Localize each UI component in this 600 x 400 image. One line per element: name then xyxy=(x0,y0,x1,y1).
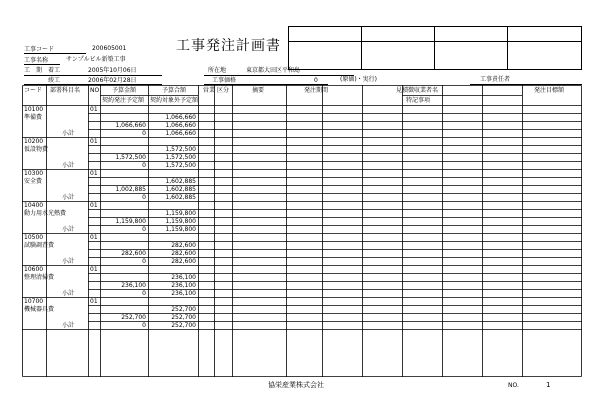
row-subtotal-label: 小計 xyxy=(62,162,75,169)
col-item: 部署科目名 xyxy=(50,87,81,94)
row-budget-3: 0 xyxy=(142,290,146,297)
col-no: NO xyxy=(90,87,100,94)
row-forecast-1: 1,602,885 xyxy=(165,178,196,185)
row-budget-3: 0 xyxy=(142,194,146,201)
row-name: 整理清掃費 xyxy=(24,274,55,281)
row-forecast-2: 1,159,800 xyxy=(165,218,196,225)
start-label: 工 期 着工 xyxy=(24,67,61,74)
row-name: 準備費 xyxy=(24,114,43,121)
company-name: 協栄産業株式会社 xyxy=(268,381,324,389)
row-name: 機械器具費 xyxy=(24,306,55,313)
location-underline xyxy=(204,75,354,76)
row-forecast-3: 1,602,885 xyxy=(165,194,196,201)
row-forecast-2: 282,600 xyxy=(171,250,196,257)
row-code: 10700 xyxy=(24,298,44,305)
row-forecast-1: 252,700 xyxy=(171,306,196,313)
row-forecast-3: 282,600 xyxy=(171,258,196,265)
row-forecast-1: 282,600 xyxy=(171,242,196,249)
row-budget-3: 0 xyxy=(142,130,146,137)
row-code: 10300 xyxy=(24,170,44,177)
manager-label: 工事責任者 xyxy=(480,76,511,83)
row-no: 01 xyxy=(90,170,98,177)
price-label: 工事価格 xyxy=(212,77,237,84)
row-subtotal-label: 小計 xyxy=(62,290,75,297)
status-text: (原価)・実行) xyxy=(340,76,378,83)
col-period: 発注期間 xyxy=(304,87,329,94)
row-forecast-1: 1,066,660 xyxy=(165,114,196,121)
row-forecast-3: 1,572,500 xyxy=(165,162,196,169)
name-label: 工事名称 xyxy=(24,57,60,65)
end-label: 竣工 xyxy=(48,77,61,84)
row-budget-2: 282,600 xyxy=(121,250,146,257)
col-target: 発注目標額 xyxy=(534,87,565,94)
location-value: 東京都大田区平和島 xyxy=(246,67,301,74)
row-budget-2: 1,002,885 xyxy=(115,186,146,193)
page-number: 1 xyxy=(546,381,551,389)
start-value: 2005年10月06日 xyxy=(88,67,137,74)
row-name: 安全費 xyxy=(24,178,43,185)
name-value: サンプルビル新築工事 xyxy=(66,56,126,63)
row-forecast-3: 236,100 xyxy=(171,290,196,297)
row-forecast-3: 1,066,660 xyxy=(165,130,196,137)
row-code: 10500 xyxy=(24,234,44,241)
row-forecast-2: 1,572,500 xyxy=(165,154,196,161)
row-subtotal-label: 小計 xyxy=(62,226,75,233)
row-subtotal-label: 小計 xyxy=(62,322,75,329)
row-budget-3: 0 xyxy=(142,322,146,329)
code-value: 200605001 xyxy=(92,45,127,52)
page-title: 工事発注計画書 xyxy=(176,38,281,54)
row-code: 10400 xyxy=(24,202,44,209)
row-forecast-1: 236,100 xyxy=(171,274,196,281)
col-notes: 特記事項 xyxy=(406,97,431,104)
row-no: 01 xyxy=(90,266,98,273)
row-subtotal-label: 小計 xyxy=(62,194,75,201)
end-value: 2006年02月28日 xyxy=(88,77,137,84)
row-code: 10600 xyxy=(24,266,44,273)
row-budget-2: 1,159,800 xyxy=(115,218,146,225)
row-forecast-3: 252,700 xyxy=(171,322,196,329)
row-forecast-2: 236,100 xyxy=(171,282,196,289)
row-no: 01 xyxy=(90,138,98,145)
row-forecast-3: 1,159,800 xyxy=(165,226,196,233)
page-label: NO. xyxy=(508,382,519,389)
col-forecast-sub: 契約対象外予定額 xyxy=(150,97,199,104)
col-forecast: 予算合額 xyxy=(162,87,187,94)
code-label: 工事コード xyxy=(24,46,86,54)
row-budget-2: 1,572,500 xyxy=(115,154,146,161)
start-underline xyxy=(24,75,162,76)
row-no: 01 xyxy=(90,106,98,113)
col-vendor: 見積徴収業者名 xyxy=(396,87,439,94)
col-budget: 予算金額 xyxy=(112,87,137,94)
row-code: 10100 xyxy=(24,106,44,113)
row-forecast-1: 1,572,500 xyxy=(165,146,196,153)
row-name: 試験調査費 xyxy=(24,242,55,249)
row-forecast-2: 252,700 xyxy=(171,314,196,321)
row-subtotal-label: 小計 xyxy=(62,258,75,265)
row-budget-3: 0 xyxy=(142,258,146,265)
row-budget-3: 0 xyxy=(142,162,146,169)
row-budget-2: 1,066,660 xyxy=(115,122,146,129)
row-budget-3: 0 xyxy=(142,226,146,233)
row-forecast-1: 1,159,800 xyxy=(165,210,196,217)
row-no: 01 xyxy=(90,234,98,241)
col-office: 営業 xyxy=(203,87,216,94)
main-table xyxy=(22,85,582,377)
row-no: 01 xyxy=(90,298,98,305)
col-division: 区分 xyxy=(217,87,230,94)
approval-stamp-grid xyxy=(288,26,582,70)
col-summary: 摘要 xyxy=(252,87,265,94)
row-forecast-2: 1,602,885 xyxy=(165,186,196,193)
row-forecast-2: 1,066,660 xyxy=(165,122,196,129)
row-budget-2: 252,700 xyxy=(121,314,146,321)
row-subtotal-label: 小計 xyxy=(62,130,75,137)
price-value: 0 xyxy=(314,77,318,84)
row-name: 仮設物費 xyxy=(24,146,49,153)
row-code: 10200 xyxy=(24,138,44,145)
col-code: コード xyxy=(24,87,43,94)
row-budget-2: 236,100 xyxy=(121,282,146,289)
col-budget-sub: 契約発注予定額 xyxy=(102,97,145,104)
location-label: 所在地 xyxy=(208,67,227,74)
row-name: 動力用水光熱費 xyxy=(24,210,67,217)
row-no: 01 xyxy=(90,202,98,209)
